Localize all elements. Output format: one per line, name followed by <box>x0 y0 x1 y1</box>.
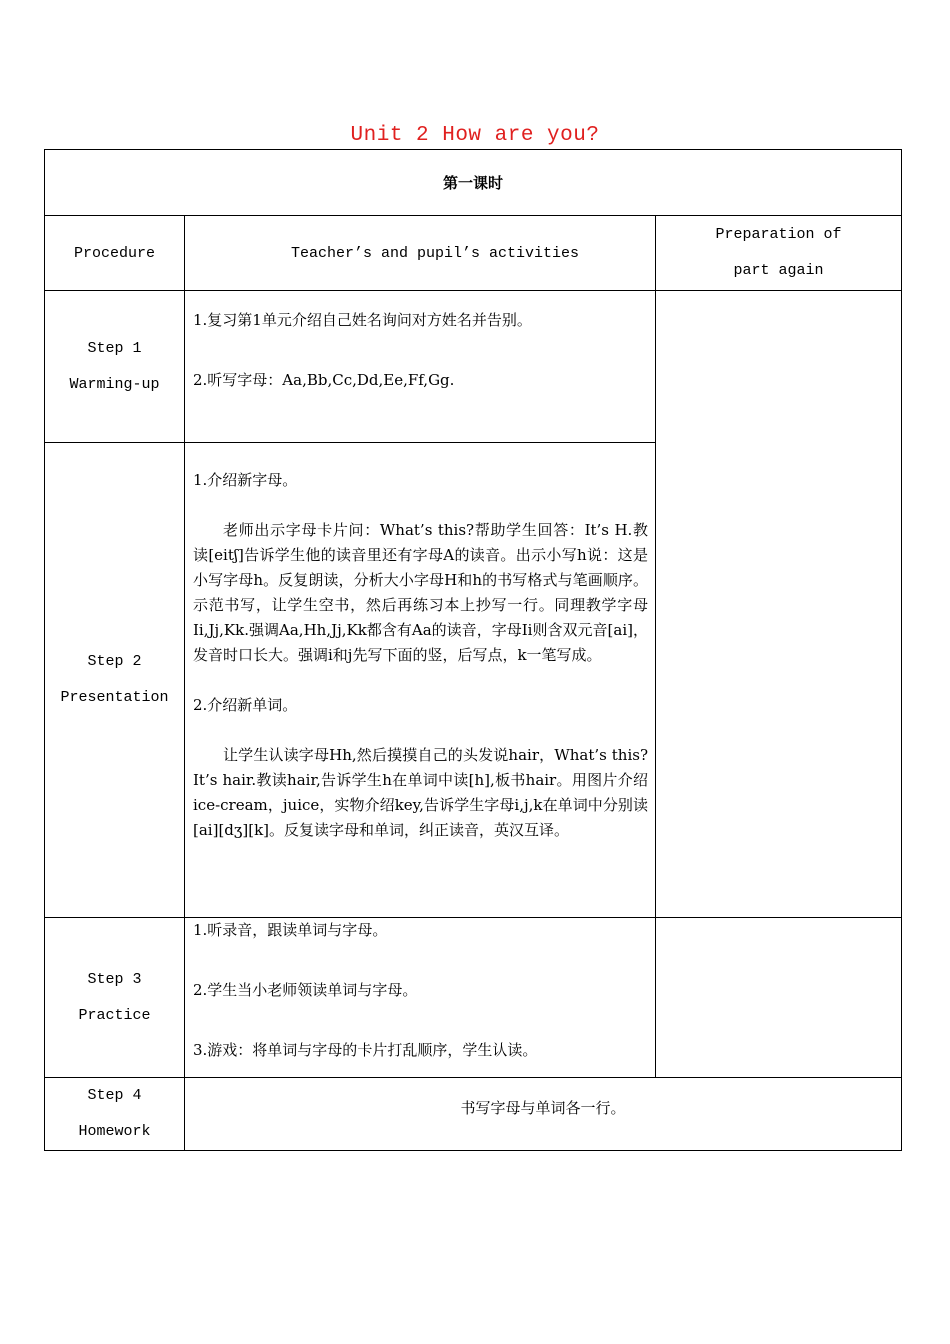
step3-line1: Step 3 <box>87 970 142 988</box>
lesson-label <box>45 150 901 215</box>
step3-activities <box>193 918 648 1063</box>
step2-item2: 2.介绍新单词。 <box>193 696 298 714</box>
step2-activities <box>193 468 648 843</box>
step1-item2: 2.听写字母：Aa,Bb,Cc,Dd,Ee,Ff,Gg. <box>193 371 455 389</box>
header-preparation <box>656 216 901 290</box>
header-prep-line2: part again <box>733 262 824 279</box>
step4-line1: Step 4 <box>87 1087 142 1104</box>
step2-line1: Step 2 <box>87 653 142 670</box>
step4-label <box>45 1078 184 1150</box>
step4-text: 书写字母与单词各一行。 <box>460 1098 626 1117</box>
header-procedure <box>45 216 184 290</box>
step3-label <box>45 918 184 1077</box>
step2-para1: 老师出示字母卡片问：What’s this?帮助学生回答：It’s H.教读[eitʃ]告诉学生他的读音里还有字母A的读音。出示小写h说：这是小写字母h。反复朗读，分析大小字母H和h的书写格式与笔画顺序。示范书写，让学生空书，然后再练习本上抄写一行。同理教学字母Ii,Jj,Kk.强调Aa,Hh,Jj,Kk都含有Aa的读音，字母Ii则含双元音[ai]，发音时口长大。强调i和j先写下面的竖，后写点，k一笔写成。 <box>193 521 648 664</box>
step2-item1: 1.介绍新字母。 <box>193 471 298 489</box>
step3-item1: 1.听录音，跟读单词与字母。 <box>193 921 388 939</box>
header-activities <box>185 216 655 290</box>
step2-label <box>45 443 184 917</box>
step1-line2: Warming-up <box>69 375 160 393</box>
lesson-text: 第一课时 <box>442 174 503 192</box>
step3-item3: 3.游戏：将单词与字母的卡片打乱顺序，学生认读。 <box>193 1041 538 1059</box>
header-prep-line1: Preparation of <box>715 226 842 243</box>
step2-para2: 让学生认读字母Hh,然后摸摸自己的头发说hair，What’s this?It’s hair.教读hair,告诉学生h在单词中读[h],板书hair。用图片介绍ice-cream，juice，实物介绍key,告诉学生字母i,j,k在单词中分别读[ai][dʒ][k]。反复读字母和单词，纠正读音，英汉互译。 <box>193 746 648 839</box>
step4-activities <box>185 1078 901 1138</box>
step1-activities <box>193 308 648 393</box>
document-title: Unit 2 How are you? <box>350 124 600 147</box>
step3-item2: 2.学生当小老师领读单词与字母。 <box>193 981 418 999</box>
step2-line2: Presentation <box>60 689 169 706</box>
step4-line2: Homework <box>78 1123 151 1140</box>
header-procedure-text: Procedure <box>73 244 155 262</box>
step1-label <box>45 291 184 442</box>
step1-item1: 1.复习第1单元介绍自己姓名询问对方姓名并告别。 <box>193 311 532 329</box>
step1-line1: Step 1 <box>87 339 142 357</box>
header-activities-text: Teacher’s and pupil’s activities <box>290 244 580 262</box>
step3-line2: Practice <box>78 1006 151 1024</box>
